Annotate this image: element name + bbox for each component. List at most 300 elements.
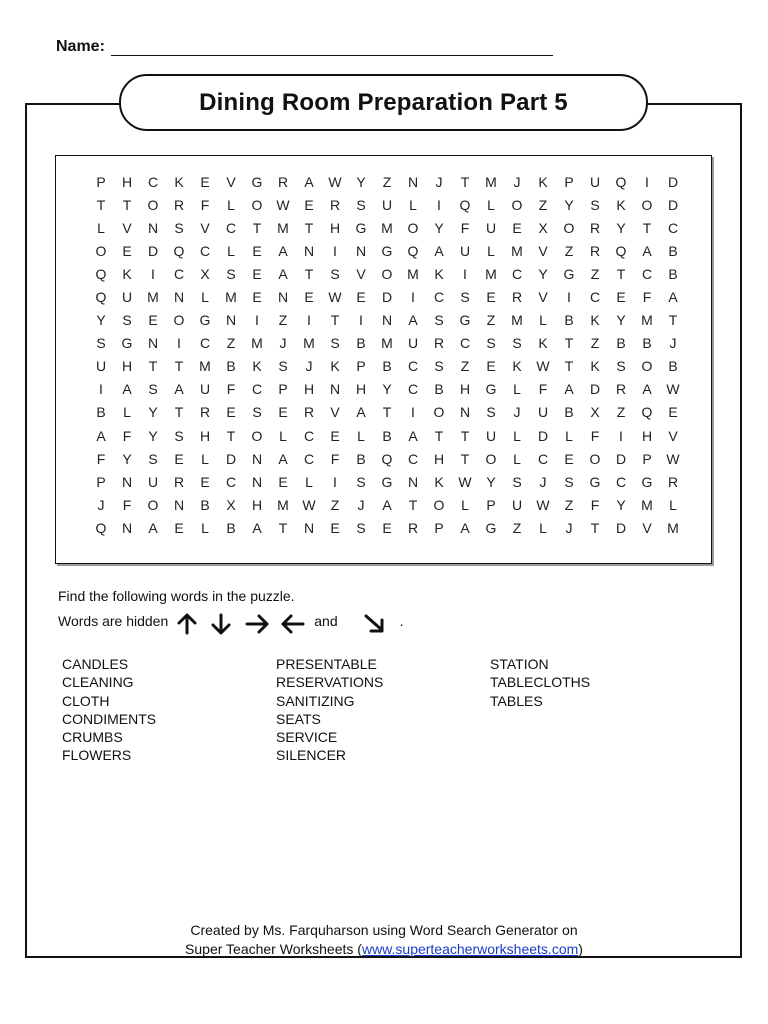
grid-letter: U [407, 335, 419, 352]
grid-letter: Y [486, 473, 496, 490]
grid-row [88, 401, 686, 424]
grid-letter: F [226, 381, 236, 398]
word-list-item: RESERVATIONS [276, 674, 384, 691]
grid-letter: Z [538, 196, 548, 213]
grid-letter: W [536, 496, 550, 513]
grid-letter: T [434, 427, 444, 444]
grid-letter: A [252, 519, 262, 536]
grid-letter: R [173, 196, 185, 213]
grid-letter: H [303, 381, 315, 398]
grid-letter: O [95, 242, 107, 259]
grid-letter: I [151, 265, 155, 282]
grid-letter: T [148, 358, 158, 375]
grid-letter: V [226, 173, 236, 190]
grid-letter: Q [95, 289, 107, 306]
grid-letter: W [666, 381, 680, 398]
grid-letter: B [200, 496, 210, 513]
grid-letter: F [590, 496, 600, 513]
grid-letter: B [642, 335, 652, 352]
grid-letter: A [642, 242, 652, 259]
grid-letter: U [381, 196, 393, 213]
grid-letter: I [463, 265, 467, 282]
grid-letter: M [277, 219, 289, 236]
grid-letter: E [382, 519, 392, 536]
grid-letter: A [278, 265, 288, 282]
grid-letter: M [381, 219, 393, 236]
grid-letter: N [121, 473, 133, 490]
grid-letter: F [96, 450, 106, 467]
grid-row [88, 447, 686, 470]
and-label: and [314, 612, 338, 629]
grid-letter: E [252, 265, 262, 282]
grid-letter: M [303, 335, 315, 352]
grid-letter: E [226, 404, 236, 421]
grid-letter: B [564, 312, 574, 329]
grid-letter: Z [590, 265, 600, 282]
grid-letter: F [538, 381, 548, 398]
grid-letter: V [538, 242, 548, 259]
grid-letter: C [667, 219, 679, 236]
word-list-item: SERVICE [276, 729, 338, 746]
grid-letter: S [330, 335, 340, 352]
grid-letter: H [121, 358, 133, 375]
grid-letter: E [252, 242, 262, 259]
grid-letter: Q [615, 242, 627, 259]
grid-letter: D [381, 289, 393, 306]
grid-letter: M [381, 335, 393, 352]
word-list-item: STATION [490, 656, 549, 672]
grid-letter: U [589, 173, 601, 190]
grid-letter: S [226, 265, 236, 282]
grid-letter: K [590, 358, 600, 375]
word-list-column-1 [62, 655, 156, 765]
grid-letter: Z [460, 358, 470, 375]
grid-letter: I [359, 312, 363, 329]
grid-letter: I [99, 381, 103, 398]
grid-letter: D [589, 381, 601, 398]
grid-letter: P [278, 381, 288, 398]
grid-letter: V [122, 219, 132, 236]
grid-letter: Z [486, 312, 496, 329]
grid-letter: Z [330, 496, 340, 513]
grid-letter: P [434, 519, 444, 536]
grid-row [88, 378, 686, 401]
grid-letter: S [486, 404, 496, 421]
grid-letter: B [96, 404, 106, 421]
grid-letter: T [460, 173, 470, 190]
grid-letter: N [251, 450, 263, 467]
grid-letter: S [278, 358, 288, 375]
grid-letter: P [486, 496, 496, 513]
grid-letter: U [95, 358, 107, 375]
grid-row [88, 355, 686, 378]
grid-letter: I [411, 289, 415, 306]
grid-letter: L [409, 196, 417, 213]
grid-letter: A [642, 381, 652, 398]
grid-letter: F [122, 427, 132, 444]
grid-letter: J [513, 404, 521, 421]
grid-letter: Q [95, 265, 107, 282]
grid-letter: G [199, 312, 211, 329]
grid-letter: A [96, 427, 106, 444]
grid-row [88, 424, 686, 447]
grid-letter: L [201, 450, 209, 467]
grid-letter: R [667, 473, 679, 490]
grid-letter: Q [615, 173, 627, 190]
grid-letter: N [121, 519, 133, 536]
grid-letter: K [512, 358, 522, 375]
grid-letter: O [511, 196, 523, 213]
grid-letter: G [121, 335, 133, 352]
grid-letter: O [485, 450, 497, 467]
grid-letter: H [355, 381, 367, 398]
grid-letter: K [252, 358, 262, 375]
grid-letter: D [667, 196, 679, 213]
grid-letter: B [382, 427, 392, 444]
grid-letter: S [434, 358, 444, 375]
grid-letter: S [148, 450, 158, 467]
grid-letter: S [174, 427, 184, 444]
grid-letter: N [381, 312, 393, 329]
word-list-item: CLOTH [62, 692, 110, 709]
word-search-grid [88, 170, 686, 540]
grid-letter: T [174, 404, 184, 421]
grid-letter: S [616, 358, 626, 375]
grid-letter: R [589, 242, 601, 259]
grid-letter: E [486, 289, 496, 306]
grid-letter: S [512, 335, 522, 352]
grid-letter: C [511, 265, 523, 282]
grid-letter: S [512, 473, 522, 490]
grid-letter: M [511, 312, 523, 329]
grid-letter: C [225, 219, 237, 236]
grid-letter: C [173, 265, 185, 282]
grid-letter: N [355, 242, 367, 259]
grid-letter: M [225, 289, 237, 306]
grid-letter: D [667, 173, 679, 190]
grid-letter: W [458, 473, 472, 490]
grid-letter: K [434, 473, 444, 490]
grid-letter: G [251, 173, 263, 190]
grid-letter: E [252, 289, 262, 306]
words-hidden-label: Words are hidden [58, 612, 169, 629]
grid-letter: E [174, 519, 184, 536]
grid-letter: B [356, 335, 366, 352]
grid-letter: E [278, 404, 288, 421]
grid-row [88, 239, 686, 262]
grid-letter: J [565, 519, 573, 536]
grid-letter: N [147, 219, 159, 236]
grid-letter: T [460, 427, 470, 444]
grid-letter: C [459, 335, 471, 352]
grid-letter: V [538, 289, 548, 306]
grid-letter: Q [173, 242, 185, 259]
grid-letter: G [381, 473, 393, 490]
grid-letter: A [304, 173, 314, 190]
grid-letter: R [329, 196, 341, 213]
grid-letter: D [615, 519, 627, 536]
grid-letter: N [329, 381, 341, 398]
grid-letter: K [538, 173, 548, 190]
grid-letter: E [148, 312, 158, 329]
grid-letter: W [302, 496, 316, 513]
grid-letter: B [564, 404, 574, 421]
grid-letter: Y [96, 312, 106, 329]
grid-letter: E [564, 450, 574, 467]
grid-letter: M [251, 335, 263, 352]
grid-letter: T [330, 312, 340, 329]
grid-letter: P [356, 358, 366, 375]
grid-row [88, 285, 686, 308]
grid-letter: Z [590, 335, 600, 352]
word-list-item: SANITIZING [276, 692, 355, 709]
grid-letter: T [174, 358, 184, 375]
grid-letter: N [277, 289, 289, 306]
grid-letter: P [564, 173, 574, 190]
grid-letter: Y [564, 196, 574, 213]
grid-letter: U [121, 289, 133, 306]
word-list-item: PRESENTABLE [276, 656, 377, 672]
grid-letter: O [147, 196, 159, 213]
grid-letter: I [411, 404, 415, 421]
grid-letter: A [460, 519, 470, 536]
grid-letter: C [303, 450, 315, 467]
grid-letter: H [251, 496, 263, 513]
grid-letter: F [590, 427, 600, 444]
grid-letter: N [303, 242, 315, 259]
grid-letter: G [459, 312, 471, 329]
grid-letter: A [382, 496, 392, 513]
grid-letter: C [303, 427, 315, 444]
grid-letter: V [200, 219, 210, 236]
grid-letter: B [226, 358, 236, 375]
instructions [58, 587, 404, 636]
grid-letter: N [173, 496, 185, 513]
grid-letter: R [511, 289, 523, 306]
grid-letter: A [564, 381, 574, 398]
grid-letter: F [460, 219, 470, 236]
grid-letter: I [177, 335, 181, 352]
grid-letter: V [668, 427, 678, 444]
grid-letter: O [641, 358, 653, 375]
arrow-left-icon [278, 612, 306, 636]
grid-letter: A [278, 242, 288, 259]
grid-letter: I [307, 312, 311, 329]
grid-letter: Y [148, 427, 158, 444]
grid-letter: S [356, 519, 366, 536]
grid-letter: A [408, 427, 418, 444]
grid-letter: Y [356, 173, 366, 190]
grid-letter: L [227, 242, 235, 259]
grid-letter: T [564, 335, 574, 352]
grid-letter: T [304, 265, 314, 282]
grid-letter: S [148, 381, 158, 398]
grid-row [88, 170, 686, 193]
grid-letter: E [200, 173, 210, 190]
grid-letter: L [539, 519, 547, 536]
page-title: Dining Room Preparation Part 5 [199, 88, 568, 116]
grid-letter: Y [616, 219, 626, 236]
grid-letter: I [333, 242, 337, 259]
word-list-item: CANDLES [62, 656, 129, 672]
grid-letter: B [668, 358, 678, 375]
grid-letter: X [226, 496, 236, 513]
grid-letter: Z [616, 404, 626, 421]
word-list-item: SEATS [276, 710, 321, 727]
super-teacher-link[interactable]: www.superteacherworksheets.com [361, 941, 579, 957]
grid-letter: S [356, 196, 366, 213]
grid-letter: A [174, 381, 184, 398]
grid-letter: E [174, 450, 184, 467]
grid-letter: L [279, 427, 287, 444]
grid-letter: T [616, 265, 626, 282]
grid-letter: Y [538, 265, 548, 282]
grid-letter: Q [459, 196, 471, 213]
grid-letter: L [487, 196, 495, 213]
grid-letter: Y [148, 404, 158, 421]
grid-letter: R [277, 173, 289, 190]
grid-letter: I [333, 473, 337, 490]
grid-letter: B [356, 450, 366, 467]
grid-letter: R [589, 219, 601, 236]
grid-letter: B [668, 265, 678, 282]
grid-letter: O [433, 496, 445, 513]
grid-letter: I [255, 312, 259, 329]
grid-letter: T [382, 404, 392, 421]
grid-letter: M [407, 265, 419, 282]
grid-letter: L [669, 496, 677, 513]
grid-letter: J [539, 473, 547, 490]
grid-letter: E [486, 358, 496, 375]
grid-letter: P [96, 173, 106, 190]
grid-letter: N [147, 335, 159, 352]
grid-letter: H [641, 427, 653, 444]
grid-letter: C [199, 242, 211, 259]
grid-letter: Y [122, 450, 132, 467]
grid-letter: G [381, 242, 393, 259]
grid-letter: E [278, 473, 288, 490]
grid-letter: Z [512, 519, 522, 536]
grid-letter: E [616, 289, 626, 306]
grid-letter: Y [616, 312, 626, 329]
grid-letter: C [589, 289, 601, 306]
grid-letter: G [589, 473, 601, 490]
grid-letter: E [122, 242, 132, 259]
grid-letter: M [199, 358, 211, 375]
grid-letter: G [485, 519, 497, 536]
grid-letter: O [563, 219, 575, 236]
grid-row [88, 516, 686, 539]
grid-letter: K [434, 265, 444, 282]
credits-line-1: Created by Ms. Farquharson using Word Search Generator on [190, 922, 578, 938]
grid-letter: Z [226, 335, 236, 352]
grid-letter: J [669, 335, 677, 352]
grid-letter: D [615, 450, 627, 467]
instructions-line-1: Find the following words in the puzzle. [58, 588, 295, 604]
grid-letter: O [147, 496, 159, 513]
grid-letter: X [200, 265, 210, 282]
grid-row [88, 309, 686, 332]
grid-row [88, 493, 686, 516]
grid-letter: T [668, 312, 678, 329]
grid-letter: J [513, 173, 521, 190]
grid-letter: W [328, 173, 342, 190]
grid-letter: B [668, 242, 678, 259]
grid-letter: B [226, 519, 236, 536]
grid-letter: C [407, 358, 419, 375]
grid-letter: N [225, 312, 237, 329]
grid-letter: L [97, 219, 105, 236]
grid-letter: C [199, 335, 211, 352]
grid-letter: A [434, 242, 444, 259]
grid-letter: O [433, 404, 445, 421]
grid-letter: T [304, 219, 314, 236]
name-label: Name: [56, 38, 105, 55]
grid-letter: S [590, 196, 600, 213]
grid-letter: T [408, 496, 418, 513]
grid-letter: V [330, 404, 340, 421]
grid-letter: O [641, 196, 653, 213]
grid-letter: T [590, 519, 600, 536]
grid-letter: U [537, 404, 549, 421]
grid-letter: J [357, 496, 365, 513]
grid-letter: V [356, 265, 366, 282]
grid-letter: K [538, 335, 548, 352]
name-blank-line[interactable] [111, 40, 553, 56]
arrow-right-icon [244, 612, 272, 636]
grid-letter: K [616, 196, 626, 213]
grid-letter: A [122, 381, 132, 398]
credits-line-2 [0, 940, 768, 959]
grid-letter: F [200, 196, 210, 213]
grid-letter: Q [95, 519, 107, 536]
grid-letter: E [200, 473, 210, 490]
grid-letter: O [173, 312, 185, 329]
grid-letter: O [589, 450, 601, 467]
grid-letter: T [96, 196, 106, 213]
grid-letter: E [330, 519, 340, 536]
grid-letter: C [433, 289, 445, 306]
word-list-column-2 [276, 655, 383, 765]
grid-letter: I [567, 289, 571, 306]
grid-letter: W [536, 358, 550, 375]
grid-letter: H [433, 450, 445, 467]
grid-letter: M [147, 289, 159, 306]
grid-letter: C [225, 473, 237, 490]
instructions-line-2 [58, 606, 404, 636]
word-list-item: CRUMBS [62, 729, 123, 746]
grid-letter: W [666, 450, 680, 467]
arrow-down-icon [208, 612, 234, 636]
grid-letter: J [97, 496, 105, 513]
grid-letter: S [564, 473, 574, 490]
grid-letter: M [641, 312, 653, 329]
credits-suffix: ) [578, 941, 583, 957]
grid-letter: R [433, 335, 445, 352]
grid-letter: S [356, 473, 366, 490]
grid-letter: T [226, 427, 236, 444]
grid-letter: U [485, 219, 497, 236]
arrow-up-icon [174, 612, 200, 636]
grid-letter: F [330, 450, 340, 467]
grid-letter: Y [616, 496, 626, 513]
grid-letter: B [382, 358, 392, 375]
grid-letter: L [487, 242, 495, 259]
grid-letter: S [174, 219, 184, 236]
word-list-item: TABLECLOTHS [490, 674, 591, 691]
credits [0, 921, 768, 959]
word-list-column-3 [490, 655, 590, 710]
